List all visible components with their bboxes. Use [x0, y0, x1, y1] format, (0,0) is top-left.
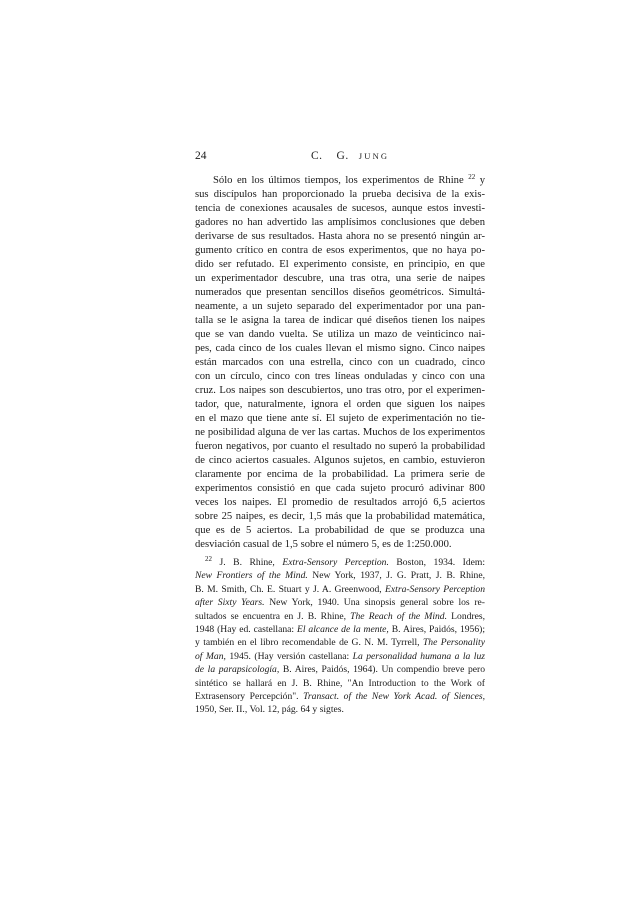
body-line: derivarse de sus resultados. Hasta ahora no se presentó ningún ar-: [195, 231, 485, 242]
body-line: sobre 25 naipes, es decir, 1,5 más que la probabilidad matemática,: [195, 511, 485, 522]
body-line: fueron negativos, por cuanto el resultado no superó la probabilidad: [195, 441, 485, 452]
body-line: ne posibilidad alguna de ver las cartas. Muchos de los experimentos: [195, 427, 485, 438]
body-line: en el mazo que tiene ante sí. El sujeto de experimentación no tie-: [195, 413, 485, 424]
body-line: pes, cada cinco de los cuales llevan el mismo signo. Cinco naipes: [195, 343, 485, 354]
author-initial-c: C.: [311, 150, 323, 162]
body-line: sus discípulos han proporcionado la prueba decisiva de la exis-: [195, 189, 485, 200]
footnote-line: 1948 (Hay ed. castellana: El alcance de la mente, B. Aires, Paidós, 1956);: [195, 623, 485, 635]
body-line: gadores no han advertido las amplísimos conclusiones que deben: [195, 217, 485, 228]
footnote-ref: 22: [468, 174, 476, 181]
running-title: [311, 148, 389, 164]
footnote-line: sultados se encuentra en J. B. Rhine, The Reach of the Mind. Londres,: [195, 610, 485, 622]
body-line: claramente por encima de la probabilidad. La primera serie de: [195, 469, 485, 480]
body-paragraph: [195, 174, 485, 552]
page-number: 24: [195, 150, 207, 162]
footnote-line: B. M. Smith, Ch. E. Stuart y J. A. Greenwood, Extra-Sensory Perception: [195, 583, 485, 595]
footnote: [195, 556, 485, 717]
body-line: Sólo en los últimos tiempos, los experimentos de Rhine $^{22}$ y: [213, 174, 485, 186]
footnote-line: of Man, 1945. (Hay versión castellana: La personalidad humana a la luz: [195, 650, 485, 662]
footnote-line: after Sixty Years. New York, 1940. Una sinopsis general sobre los re-: [195, 597, 485, 609]
body-line: numerados que presentan sencillos diseños geométricos. Simultá-: [195, 287, 485, 298]
footnote-line: y también en el libro recomendable de G. N. M. Tyrrell, The Personality: [195, 637, 485, 649]
footnote-line: $^{22}$ J. B. Rhine, Extra-Sensory Perception. Boston, 1934. Idem:: [205, 556, 485, 568]
body-line: dido ser refutado. El experimento consiste, en principio, en que: [195, 259, 485, 270]
body-line: desviación casual de 1,5 sobre el número 5, es de 1:250.000.: [195, 539, 452, 550]
body-line: de cinco aciertos casuales. Algunos sujetos, en cambio, estuvieron: [195, 455, 485, 466]
body-line: están marcados con una estrella, cinco con un cuadrado, cinco: [195, 357, 485, 368]
body-line: cruz. Los naipes son descubiertos, uno tras otro, por el experimen-: [195, 385, 485, 396]
body-line: gumento crítico en contra de esos experimentos, que no haya po-: [195, 245, 485, 256]
author-surname: JUNG: [358, 151, 390, 161]
author-initial-g: G.: [336, 150, 349, 162]
body-line: veces los naipes. El promedio de resultados arrojó 6,5 aciertos: [195, 497, 485, 508]
body-line: neamente, a un sujeto separado del experimentador por una pan-: [195, 301, 485, 312]
body-line: que se van dando vuelta. Se utiliza un mazo de veinticinco nai-: [195, 329, 485, 340]
body-line: experimentos consistió en que cada sujeto procuró adivinar 800: [195, 483, 485, 494]
body-line: tador, que, naturalmente, ignora el orden que siguen los naipes: [195, 399, 485, 410]
body-line: talla se le asigna la tarea de indicar qué diseños tienen los naipes: [195, 315, 485, 326]
body-line: tencia de conexiones acausales de sucesos, aunque estos investi-: [195, 203, 485, 214]
footnote-line: 1950, Ser. II., Vol. 12, pág. 64 y sigtes.: [195, 704, 344, 716]
book-page: [195, 148, 485, 717]
footnote-line: sintético se hallará en J. B. Rhine, "An Introduction to the Work of: [195, 677, 485, 689]
footnote-line: de la parapsicología, B. Aires, Paidós, 1964). Un compendio breve pero: [195, 664, 485, 676]
footnote-line: Extrasensory Percepción". Transact. of the New York Acad. of Siences,: [195, 690, 485, 702]
footnote-marker: 22: [205, 556, 212, 563]
footnote-line: New Frontiers of the Mind. New York, 1937, J. G. Pratt, J. B. Rhine,: [195, 570, 485, 582]
body-line: un experimentador descubre, una tras otra, una serie de naipes: [195, 273, 485, 284]
body-line: con un círculo, cinco con tres líneas onduladas y cinco con una: [195, 371, 485, 382]
running-header: [195, 148, 485, 164]
body-line: que es de 5 aciertos. La probabilidad de que se produzca una: [195, 525, 485, 536]
